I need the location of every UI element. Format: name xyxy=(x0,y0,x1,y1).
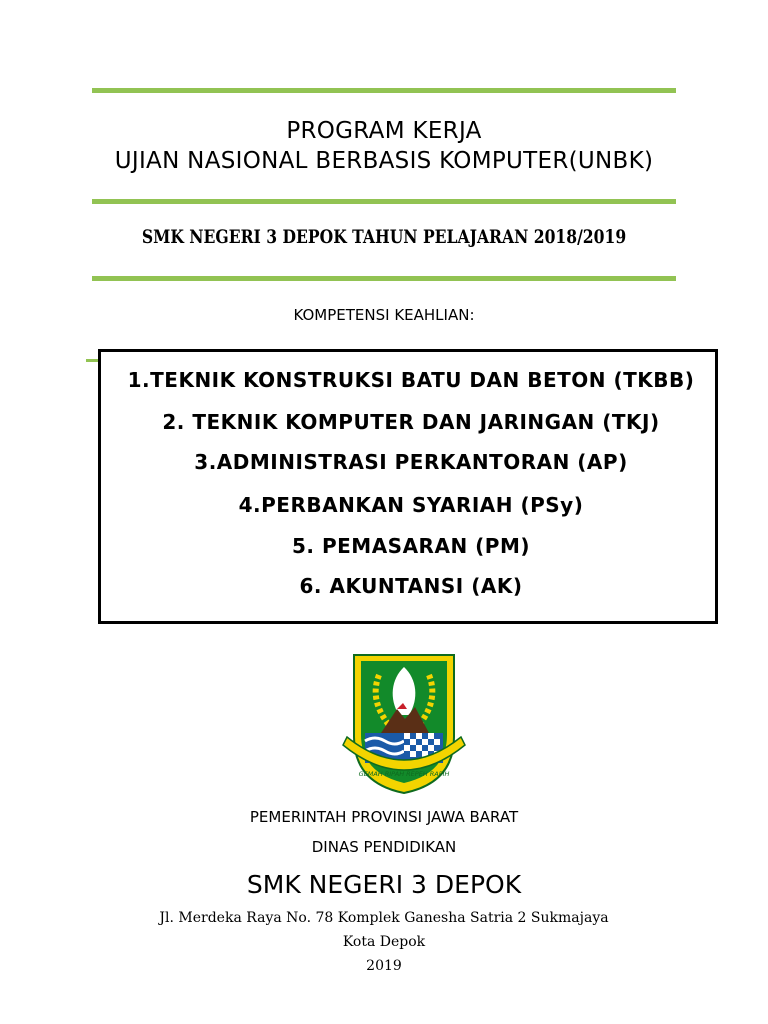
kompetensi-item: 3.ADMINISTRASI PERKANTORAN (AP) xyxy=(194,450,628,474)
school-city: Kota Depok xyxy=(342,934,426,950)
middle-rule xyxy=(92,199,676,204)
kompetensi-item: 6. AKUNTANSI (AK) xyxy=(299,574,523,598)
school-address: Jl. Merdeka Raya No. 78 Komplek Ganesha Satria 2 Sukmajaya xyxy=(159,910,609,926)
top-rule xyxy=(92,88,676,93)
bottom-rule xyxy=(92,276,676,281)
kompetensi-item: 2. TEKNIK KOMPUTER DAN JARINGAN (TKJ) xyxy=(162,410,660,434)
dept-name: DINAS PENDIDIKAN xyxy=(311,838,457,856)
doc-year: 2019 xyxy=(366,958,402,974)
kompetensi-item: 1.TEKNIK KONSTRUKSI BATU DAN BETON (TKBB) xyxy=(127,368,695,392)
school-year-heading: SMK NEGERI 3 DEPOK TAHUN PELAJARAN 2018/2019 xyxy=(141,226,627,248)
doc-subtitle: UJIAN NASIONAL BERBASIS KOMPUTER(UNBK) xyxy=(114,148,654,174)
logo-motto: GEMAH RIPAH REPEH RAPIH xyxy=(358,770,450,778)
school-name: SMK NEGERI 3 DEPOK xyxy=(246,870,522,899)
kompetensi-label: KOMPETENSI KEAHLIAN: xyxy=(293,306,475,324)
gov-name: PEMERINTAH PROVINSI JAWA BARAT xyxy=(249,808,519,826)
jawa-barat-logo xyxy=(339,645,469,795)
kompetensi-item: 4.PERBANKAN SYARIAH (PSy) xyxy=(238,493,584,517)
kompetensi-item: 5. PEMASARAN (PM) xyxy=(292,534,530,558)
kompetensi-box xyxy=(98,349,718,624)
doc-title: PROGRAM KERJA xyxy=(286,118,482,144)
